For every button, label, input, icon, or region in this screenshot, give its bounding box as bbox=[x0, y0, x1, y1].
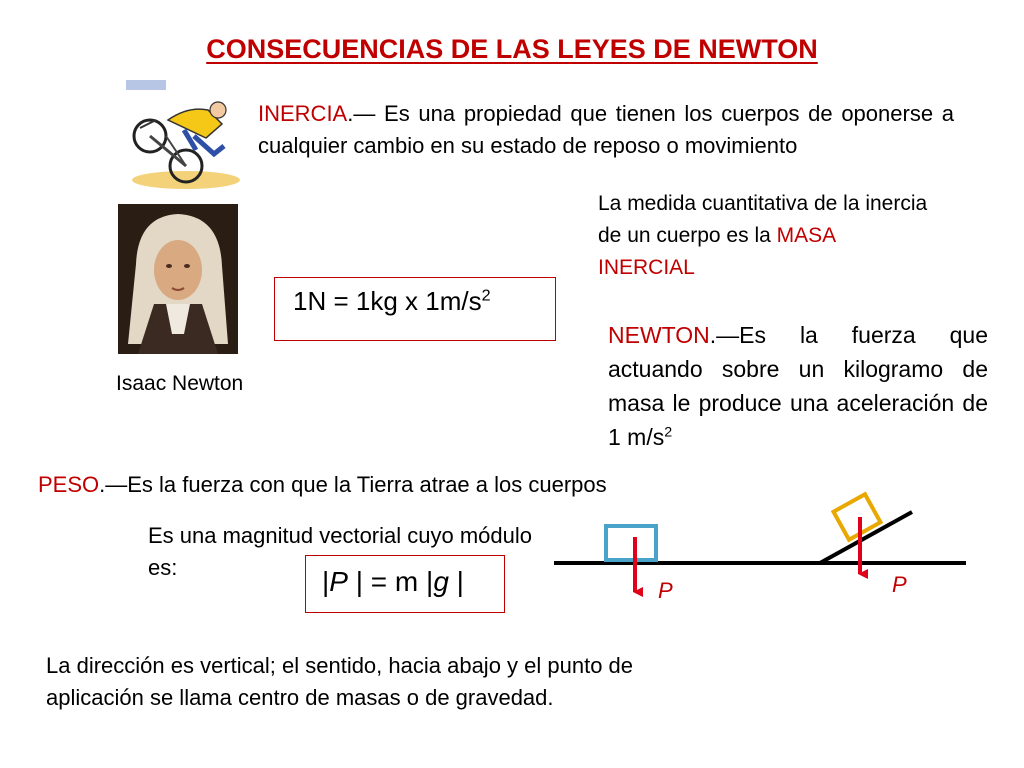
page-title: CONSECUENCIAS DE LAS LEYES DE NEWTON bbox=[206, 34, 818, 64]
peso-text: .—Es la fuerza con que la Tierra atrae a los cuerpos bbox=[99, 472, 607, 497]
peso-term: PESO bbox=[38, 472, 100, 497]
newton-def-text: .—Es la fuerza que actuando sobre un kilogramo de masa le produce una aceleración de 1 m/s bbox=[608, 322, 988, 450]
peso-formula-g: g bbox=[433, 566, 449, 597]
portrait-caption: Isaac Newton bbox=[116, 372, 244, 395]
direction-paragraph: La dirección es vertical; el sentido, hacia abajo y el punto de aplicación se llama centro de masas o de gravedad. bbox=[46, 653, 634, 710]
newton-unit-formula-exp: 2 bbox=[481, 286, 491, 305]
inercia-term: INERCIA bbox=[258, 101, 348, 126]
newton-def-exp: 2 bbox=[664, 424, 673, 441]
newton-portrait bbox=[118, 204, 238, 354]
newton-unit-formula-main: 1N = 1kg x 1m/s bbox=[293, 286, 482, 316]
newton-definition bbox=[608, 318, 988, 454]
peso-definition bbox=[38, 472, 607, 498]
incline-line bbox=[820, 512, 912, 563]
vector-magnitude-text: Es una magnitud vectorial cuyo módulo es: bbox=[148, 523, 532, 580]
weight-diagram bbox=[540, 480, 980, 620]
flat-box bbox=[606, 526, 656, 560]
label-p-flat: P bbox=[658, 578, 673, 603]
newton-term: NEWTON bbox=[608, 322, 710, 348]
inercia-paragraph bbox=[258, 98, 954, 162]
peso-formula: |P | = m |g | bbox=[305, 555, 505, 613]
masa-term: MASA INERCIAL bbox=[598, 224, 835, 279]
peso-formula-mid: | = m | bbox=[347, 566, 434, 597]
label-p-incline: P bbox=[892, 572, 907, 597]
masa-inercial-paragraph bbox=[598, 188, 933, 284]
cyclist-illustration bbox=[126, 80, 244, 192]
masa-text: La medida cuantitativa de la inercia de un cuerpo es la bbox=[598, 192, 928, 247]
newton-unit-formula bbox=[274, 277, 556, 341]
peso-formula-p: P bbox=[329, 566, 348, 597]
inercia-text: .— Es una propiedad que tienen los cuerpos de oponerse a cualquier cambio en su estado de reposo o movimiento bbox=[258, 101, 954, 158]
